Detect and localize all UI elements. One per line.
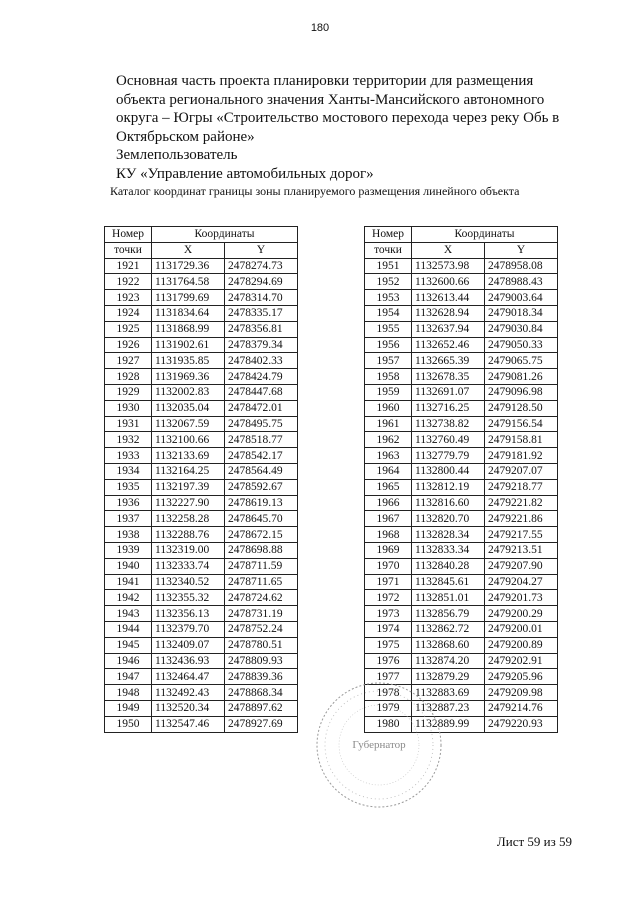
x-coordinate-cell: 1132035.04 bbox=[152, 400, 225, 416]
heading-line: Землепользователь bbox=[116, 147, 238, 163]
point-number-cell: 1974 bbox=[365, 621, 412, 637]
x-coordinate-cell: 1132002.83 bbox=[152, 384, 225, 400]
table-row bbox=[365, 669, 558, 685]
y-coordinate-cell: 2479220.93 bbox=[485, 716, 558, 732]
y-coordinate-cell: 2478927.69 bbox=[225, 716, 298, 732]
table-row bbox=[105, 542, 298, 558]
point-number-cell: 1977 bbox=[365, 669, 412, 685]
y-coordinate-cell: 2479204.27 bbox=[485, 574, 558, 590]
table-row bbox=[365, 685, 558, 701]
y-coordinate-cell: 2479207.07 bbox=[485, 463, 558, 479]
x-coordinate-cell: 1132779.79 bbox=[412, 448, 485, 464]
header-point-top: Номер bbox=[105, 227, 152, 243]
x-coordinate-cell: 1131764.58 bbox=[152, 274, 225, 290]
x-coordinate-cell: 1132600.66 bbox=[412, 274, 485, 290]
table-row bbox=[105, 606, 298, 622]
point-number-cell: 1932 bbox=[105, 432, 152, 448]
point-number-cell: 1933 bbox=[105, 448, 152, 464]
table-row bbox=[105, 463, 298, 479]
point-number-cell: 1976 bbox=[365, 653, 412, 669]
x-coordinate-cell: 1132889.99 bbox=[412, 716, 485, 732]
x-coordinate-cell: 1132133.69 bbox=[152, 448, 225, 464]
y-coordinate-cell: 2479200.89 bbox=[485, 637, 558, 653]
x-coordinate-cell: 1132409.07 bbox=[152, 637, 225, 653]
x-coordinate-cell: 1132492.43 bbox=[152, 685, 225, 701]
x-coordinate-cell: 1132464.47 bbox=[152, 669, 225, 685]
y-coordinate-cell: 2479221.82 bbox=[485, 495, 558, 511]
y-coordinate-cell: 2479030.84 bbox=[485, 321, 558, 337]
x-coordinate-cell: 1132833.34 bbox=[412, 542, 485, 558]
catalog-title: Каталог координат границы зоны планируемого размещения линейного объекта bbox=[110, 184, 520, 198]
sheet-footer: Лист 59 из 59 bbox=[496, 834, 572, 849]
table-row bbox=[365, 416, 558, 432]
table-row bbox=[365, 700, 558, 716]
point-number-cell: 1926 bbox=[105, 337, 152, 353]
table-row bbox=[105, 274, 298, 290]
x-coordinate-cell: 1132883.69 bbox=[412, 685, 485, 701]
y-coordinate-cell: 2479205.96 bbox=[485, 669, 558, 685]
x-coordinate-cell: 1132628.94 bbox=[412, 305, 485, 321]
table-row bbox=[365, 463, 558, 479]
point-number-cell: 1964 bbox=[365, 463, 412, 479]
x-coordinate-cell: 1131799.69 bbox=[152, 290, 225, 306]
point-number-cell: 1980 bbox=[365, 716, 412, 732]
y-coordinate-cell: 2479181.92 bbox=[485, 448, 558, 464]
point-number-cell: 1956 bbox=[365, 337, 412, 353]
x-coordinate-cell: 1132164.25 bbox=[152, 463, 225, 479]
header-y: Y bbox=[225, 242, 298, 258]
y-coordinate-cell: 2479200.29 bbox=[485, 606, 558, 622]
y-coordinate-cell: 2478356.81 bbox=[225, 321, 298, 337]
y-coordinate-cell: 2479065.75 bbox=[485, 353, 558, 369]
table-row bbox=[365, 384, 558, 400]
x-coordinate-cell: 1132340.52 bbox=[152, 574, 225, 590]
point-number-cell: 1967 bbox=[365, 511, 412, 527]
x-coordinate-cell: 1132851.01 bbox=[412, 590, 485, 606]
page-number: 180 bbox=[310, 22, 330, 34]
x-coordinate-cell: 1132356.13 bbox=[152, 606, 225, 622]
table-row bbox=[105, 558, 298, 574]
point-number-cell: 1950 bbox=[105, 716, 152, 732]
table-row bbox=[105, 574, 298, 590]
point-number-cell: 1944 bbox=[105, 621, 152, 637]
x-coordinate-cell: 1132716.25 bbox=[412, 400, 485, 416]
point-number-cell: 1960 bbox=[365, 400, 412, 416]
y-coordinate-cell: 2479050.33 bbox=[485, 337, 558, 353]
point-number-cell: 1921 bbox=[105, 258, 152, 274]
x-coordinate-cell: 1132879.29 bbox=[412, 669, 485, 685]
y-coordinate-cell: 2479207.90 bbox=[485, 558, 558, 574]
y-coordinate-cell: 2478472.01 bbox=[225, 400, 298, 416]
x-coordinate-cell: 1132887.23 bbox=[412, 700, 485, 716]
x-coordinate-cell: 1132862.72 bbox=[412, 621, 485, 637]
y-coordinate-cell: 2479003.64 bbox=[485, 290, 558, 306]
table-row bbox=[365, 558, 558, 574]
x-coordinate-cell: 1132760.49 bbox=[412, 432, 485, 448]
y-coordinate-cell: 2479128.50 bbox=[485, 400, 558, 416]
table-row bbox=[105, 590, 298, 606]
header-y: Y bbox=[485, 242, 558, 258]
x-coordinate-cell: 1132812.19 bbox=[412, 479, 485, 495]
table-body bbox=[365, 258, 558, 732]
table-row bbox=[105, 337, 298, 353]
table-row bbox=[365, 337, 558, 353]
point-number-cell: 1961 bbox=[365, 416, 412, 432]
table-row bbox=[105, 716, 298, 732]
table-row bbox=[105, 305, 298, 321]
x-coordinate-cell: 1132379.70 bbox=[152, 621, 225, 637]
x-coordinate-cell: 1132197.39 bbox=[152, 479, 225, 495]
point-number-cell: 1969 bbox=[365, 542, 412, 558]
x-coordinate-cell: 1132868.60 bbox=[412, 637, 485, 653]
x-coordinate-cell: 1132665.39 bbox=[412, 353, 485, 369]
y-coordinate-cell: 2478897.62 bbox=[225, 700, 298, 716]
x-coordinate-cell: 1131902.61 bbox=[152, 337, 225, 353]
point-number-cell: 1940 bbox=[105, 558, 152, 574]
table-row bbox=[365, 590, 558, 606]
y-coordinate-cell: 2478495.75 bbox=[225, 416, 298, 432]
x-coordinate-cell: 1132691.07 bbox=[412, 384, 485, 400]
y-coordinate-cell: 2478379.34 bbox=[225, 337, 298, 353]
header-x: X bbox=[412, 242, 485, 258]
x-coordinate-cell: 1132652.46 bbox=[412, 337, 485, 353]
y-coordinate-cell: 2478447.68 bbox=[225, 384, 298, 400]
heading-line: Октябрьском районе» bbox=[116, 128, 255, 145]
table-row bbox=[365, 542, 558, 558]
point-number-cell: 1963 bbox=[365, 448, 412, 464]
point-number-cell: 1943 bbox=[105, 606, 152, 622]
point-number-cell: 1953 bbox=[365, 290, 412, 306]
table-row bbox=[365, 353, 558, 369]
table-row bbox=[365, 716, 558, 732]
header-coordinates: Координаты bbox=[412, 227, 558, 243]
table-row bbox=[365, 606, 558, 622]
y-coordinate-cell: 2478542.17 bbox=[225, 448, 298, 464]
point-number-cell: 1946 bbox=[105, 653, 152, 669]
y-coordinate-cell: 2478645.70 bbox=[225, 511, 298, 527]
y-coordinate-cell: 2479214.76 bbox=[485, 700, 558, 716]
x-coordinate-cell: 1132637.94 bbox=[412, 321, 485, 337]
x-coordinate-cell: 1131834.64 bbox=[152, 305, 225, 321]
table-row bbox=[105, 432, 298, 448]
point-number-cell: 1923 bbox=[105, 290, 152, 306]
table-row bbox=[105, 416, 298, 432]
table-row bbox=[365, 653, 558, 669]
y-coordinate-cell: 2479209.98 bbox=[485, 685, 558, 701]
y-coordinate-cell: 2479202.91 bbox=[485, 653, 558, 669]
table-row bbox=[105, 384, 298, 400]
y-coordinate-cell: 2478402.33 bbox=[225, 353, 298, 369]
table-body bbox=[105, 258, 298, 732]
y-coordinate-cell: 2478518.77 bbox=[225, 432, 298, 448]
point-number-cell: 1968 bbox=[365, 527, 412, 543]
x-coordinate-cell: 1132678.35 bbox=[412, 369, 485, 385]
header-coordinates: Координаты bbox=[152, 227, 298, 243]
x-coordinate-cell: 1132258.28 bbox=[152, 511, 225, 527]
y-coordinate-cell: 2478314.70 bbox=[225, 290, 298, 306]
y-coordinate-cell: 2478619.13 bbox=[225, 495, 298, 511]
table-row bbox=[365, 305, 558, 321]
point-number-cell: 1939 bbox=[105, 542, 152, 558]
coordinates-table-right bbox=[364, 226, 558, 733]
y-coordinate-cell: 2479018.34 bbox=[485, 305, 558, 321]
point-number-cell: 1957 bbox=[365, 353, 412, 369]
x-coordinate-cell: 1132520.34 bbox=[152, 700, 225, 716]
y-coordinate-cell: 2478711.65 bbox=[225, 574, 298, 590]
coordinates-table-left bbox=[104, 226, 298, 733]
point-number-cell: 1924 bbox=[105, 305, 152, 321]
table-row bbox=[105, 258, 298, 274]
y-coordinate-cell: 2479213.51 bbox=[485, 542, 558, 558]
header-point-bottom: точки bbox=[105, 242, 152, 258]
point-number-cell: 1927 bbox=[105, 353, 152, 369]
point-number-cell: 1979 bbox=[365, 700, 412, 716]
x-coordinate-cell: 1132436.93 bbox=[152, 653, 225, 669]
point-number-cell: 1925 bbox=[105, 321, 152, 337]
y-coordinate-cell: 2479081.26 bbox=[485, 369, 558, 385]
x-coordinate-cell: 1132613.44 bbox=[412, 290, 485, 306]
heading-line: КУ «Управление автомобильных дорог» bbox=[116, 165, 374, 182]
heading-line: объекта регионального значения Ханты-Мансийского автономного bbox=[116, 91, 545, 108]
y-coordinate-cell: 2478752.24 bbox=[225, 621, 298, 637]
x-coordinate-cell: 1132573.98 bbox=[412, 258, 485, 274]
y-coordinate-cell: 2478839.36 bbox=[225, 669, 298, 685]
y-coordinate-cell: 2478672.15 bbox=[225, 527, 298, 543]
table-row bbox=[105, 511, 298, 527]
table-row bbox=[365, 290, 558, 306]
table-row bbox=[365, 274, 558, 290]
table-row bbox=[105, 669, 298, 685]
point-number-cell: 1952 bbox=[365, 274, 412, 290]
y-coordinate-cell: 2478711.59 bbox=[225, 558, 298, 574]
table-row bbox=[105, 353, 298, 369]
point-number-cell: 1959 bbox=[365, 384, 412, 400]
y-coordinate-cell: 2478868.34 bbox=[225, 685, 298, 701]
point-number-cell: 1958 bbox=[365, 369, 412, 385]
y-coordinate-cell: 2479200.01 bbox=[485, 621, 558, 637]
table-row bbox=[105, 685, 298, 701]
heading-line: округа – Югры «Строительство мостового перехода через реку Обь в bbox=[116, 110, 560, 126]
table-row bbox=[105, 527, 298, 543]
x-coordinate-cell: 1132828.34 bbox=[412, 527, 485, 543]
x-coordinate-cell: 1132816.60 bbox=[412, 495, 485, 511]
point-number-cell: 1954 bbox=[365, 305, 412, 321]
point-number-cell: 1965 bbox=[365, 479, 412, 495]
point-number-cell: 1947 bbox=[105, 669, 152, 685]
y-coordinate-cell: 2478274.73 bbox=[225, 258, 298, 274]
point-number-cell: 1931 bbox=[105, 416, 152, 432]
y-coordinate-cell: 2479217.55 bbox=[485, 527, 558, 543]
x-coordinate-cell: 1132547.46 bbox=[152, 716, 225, 732]
y-coordinate-cell: 2479201.73 bbox=[485, 590, 558, 606]
x-coordinate-cell: 1132840.28 bbox=[412, 558, 485, 574]
point-number-cell: 1948 bbox=[105, 685, 152, 701]
table-row bbox=[105, 448, 298, 464]
table-row bbox=[365, 400, 558, 416]
point-number-cell: 1936 bbox=[105, 495, 152, 511]
point-number-cell: 1971 bbox=[365, 574, 412, 590]
x-coordinate-cell: 1132856.79 bbox=[412, 606, 485, 622]
point-number-cell: 1978 bbox=[365, 685, 412, 701]
y-coordinate-cell: 2478809.93 bbox=[225, 653, 298, 669]
table-row bbox=[105, 400, 298, 416]
x-coordinate-cell: 1132319.00 bbox=[152, 542, 225, 558]
heading-line: Основная часть проекта планировки территории для размещения bbox=[116, 73, 534, 89]
y-coordinate-cell: 2478592.67 bbox=[225, 479, 298, 495]
point-number-cell: 1955 bbox=[365, 321, 412, 337]
x-coordinate-cell: 1132227.90 bbox=[152, 495, 225, 511]
x-coordinate-cell: 1132820.70 bbox=[412, 511, 485, 527]
y-coordinate-cell: 2478424.79 bbox=[225, 369, 298, 385]
document-heading bbox=[116, 72, 576, 183]
table-row bbox=[105, 369, 298, 385]
table-row bbox=[105, 637, 298, 653]
x-coordinate-cell: 1132355.32 bbox=[152, 590, 225, 606]
point-number-cell: 1945 bbox=[105, 637, 152, 653]
y-coordinate-cell: 2478958.08 bbox=[485, 258, 558, 274]
table-row bbox=[105, 479, 298, 495]
point-number-cell: 1962 bbox=[365, 432, 412, 448]
table-row bbox=[105, 321, 298, 337]
table-row bbox=[105, 290, 298, 306]
table-row bbox=[365, 511, 558, 527]
x-coordinate-cell: 1131729.36 bbox=[152, 258, 225, 274]
x-coordinate-cell: 1132100.66 bbox=[152, 432, 225, 448]
y-coordinate-cell: 2478780.51 bbox=[225, 637, 298, 653]
table-row bbox=[105, 621, 298, 637]
x-coordinate-cell: 1131868.99 bbox=[152, 321, 225, 337]
table-row bbox=[365, 432, 558, 448]
table-row bbox=[365, 321, 558, 337]
point-number-cell: 1922 bbox=[105, 274, 152, 290]
header-point-top: Номер bbox=[365, 227, 412, 243]
table-row bbox=[365, 479, 558, 495]
point-number-cell: 1937 bbox=[105, 511, 152, 527]
table-row bbox=[105, 495, 298, 511]
table-row bbox=[105, 653, 298, 669]
y-coordinate-cell: 2478294.69 bbox=[225, 274, 298, 290]
point-number-cell: 1941 bbox=[105, 574, 152, 590]
x-coordinate-cell: 1131969.36 bbox=[152, 369, 225, 385]
y-coordinate-cell: 2478724.62 bbox=[225, 590, 298, 606]
table-row bbox=[365, 495, 558, 511]
table-row bbox=[365, 527, 558, 543]
table-row bbox=[105, 700, 298, 716]
y-coordinate-cell: 2479156.54 bbox=[485, 416, 558, 432]
point-number-cell: 1942 bbox=[105, 590, 152, 606]
point-number-cell: 1973 bbox=[365, 606, 412, 622]
point-number-cell: 1966 bbox=[365, 495, 412, 511]
x-coordinate-cell: 1132288.76 bbox=[152, 527, 225, 543]
y-coordinate-cell: 2479218.77 bbox=[485, 479, 558, 495]
point-number-cell: 1935 bbox=[105, 479, 152, 495]
table-row bbox=[365, 448, 558, 464]
table-row bbox=[365, 637, 558, 653]
y-coordinate-cell: 2478335.17 bbox=[225, 305, 298, 321]
y-coordinate-cell: 2478988.43 bbox=[485, 274, 558, 290]
header-point-bottom: точки bbox=[365, 242, 412, 258]
table-row bbox=[365, 621, 558, 637]
point-number-cell: 1938 bbox=[105, 527, 152, 543]
y-coordinate-cell: 2478564.49 bbox=[225, 463, 298, 479]
point-number-cell: 1929 bbox=[105, 384, 152, 400]
point-number-cell: 1970 bbox=[365, 558, 412, 574]
x-coordinate-cell: 1132067.59 bbox=[152, 416, 225, 432]
y-coordinate-cell: 2478698.88 bbox=[225, 542, 298, 558]
x-coordinate-cell: 1132800.44 bbox=[412, 463, 485, 479]
point-number-cell: 1934 bbox=[105, 463, 152, 479]
x-coordinate-cell: 1132874.20 bbox=[412, 653, 485, 669]
x-coordinate-cell: 1132333.74 bbox=[152, 558, 225, 574]
point-number-cell: 1949 bbox=[105, 700, 152, 716]
y-coordinate-cell: 2479158.81 bbox=[485, 432, 558, 448]
x-coordinate-cell: 1132845.61 bbox=[412, 574, 485, 590]
y-coordinate-cell: 2479221.86 bbox=[485, 511, 558, 527]
table-row bbox=[365, 574, 558, 590]
point-number-cell: 1951 bbox=[365, 258, 412, 274]
stamp-text: Губернатор bbox=[352, 739, 406, 751]
x-coordinate-cell: 1131935.85 bbox=[152, 353, 225, 369]
point-number-cell: 1972 bbox=[365, 590, 412, 606]
y-coordinate-cell: 2479096.98 bbox=[485, 384, 558, 400]
header-x: X bbox=[152, 242, 225, 258]
point-number-cell: 1930 bbox=[105, 400, 152, 416]
point-number-cell: 1975 bbox=[365, 637, 412, 653]
x-coordinate-cell: 1132738.82 bbox=[412, 416, 485, 432]
y-coordinate-cell: 2478731.19 bbox=[225, 606, 298, 622]
table-row bbox=[365, 258, 558, 274]
table-row bbox=[365, 369, 558, 385]
point-number-cell: 1928 bbox=[105, 369, 152, 385]
